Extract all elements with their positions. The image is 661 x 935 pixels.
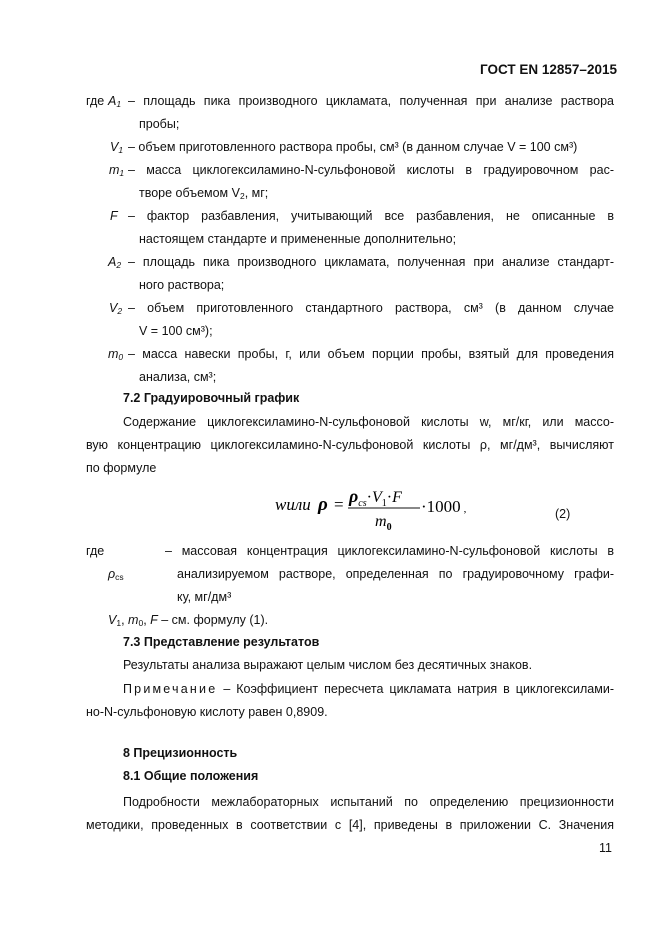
symbol-a2: $A_2$ <box>108 255 122 270</box>
definition-f-line1: – фактор разбавления, учитывающий все разбавления, не описанные в <box>128 209 614 223</box>
formula-lhs: wили <box>275 495 311 514</box>
where-label: где <box>86 94 105 108</box>
formula-rho: ρ <box>318 494 328 515</box>
formula-numerator: $\rho_{cs}\cdot V_1\cdot F$ <box>349 486 402 509</box>
section-8-1-para-line1: Подробности межлабораторных испытаний по определению прецизионности <box>123 795 614 809</box>
symbol-a1: $A_1$ <box>108 94 122 109</box>
section-7-2-para-line2: вую концентрацию циклогексиламино-N-сульфоновой кислоты ρ, мг/дм³, вычисляют <box>86 438 614 452</box>
symbol-m0: $m_0$ <box>108 347 124 362</box>
formula-denominator: $m_0$ <box>375 513 392 533</box>
section-7-2-para-line1: Содержание циклогексиламино-N-сульфоновой кислоты w, мг/кг, или массо- <box>123 415 614 429</box>
section-8-1-heading: 8.1 Общие положения <box>123 769 259 783</box>
page-number: 11 <box>599 841 612 855</box>
definition-v2-line2: V = 100 см³); <box>139 324 213 338</box>
section-8-heading: 8 Прецизионность <box>123 746 238 760</box>
definition-a2-line2: ного раствора; <box>139 278 225 292</box>
formula-2 <box>275 484 475 534</box>
symbol-v2: $V_2$ <box>109 301 123 316</box>
definition-a2-line1: – площадь пика производного цикламата, полученная при анализе стандарт- <box>128 255 614 269</box>
symbol-f: F <box>110 209 118 223</box>
symbol-rho-cs: $\rho_{cs}$ <box>108 567 124 582</box>
formula-number: (2) <box>555 507 571 521</box>
definition-m1-line2: творе объемом $V_2$, мг; <box>139 186 269 201</box>
where-label-2: где <box>86 544 105 558</box>
section-7-2-heading: 7.2 Градуировочный график <box>123 391 300 405</box>
definition-a1-line2: пробы; <box>139 117 180 131</box>
definition-f-line2: настоящем стандарте и примененные дополнительно; <box>139 232 457 246</box>
section-7-3-heading: 7.3 Представление результатов <box>123 635 320 649</box>
definition-m0-line1: – масса навески пробы, г, или объем порции пробы, взятый для проведения <box>128 347 614 361</box>
definition-m0-line2: анализа, см³; <box>139 370 217 384</box>
definition-v1: – объем приготовленного раствора пробы, см³ (в данном случае V = 100 см³) <box>128 140 578 154</box>
standard-designation: ГОСТ EN 12857–2015 <box>480 62 617 77</box>
definition-a1-line1: – площадь пика производного цикламата, полученная при анализе раствора <box>128 94 614 108</box>
formula-equals: = <box>334 495 344 514</box>
note-line1: Примечание – Коэффициент пересчета цикламата натрия в циклогексилами- <box>123 682 614 696</box>
section-8-1-para-line2: методики, проведенных в соответствии с [4], приведены в приложении С. Значения <box>86 818 614 832</box>
section-7-2-para-line3: по формуле <box>86 461 157 475</box>
formula-multiplier: ·1000 , <box>421 497 467 516</box>
symbol-v1: $V_1$ <box>110 140 124 155</box>
section-7-3-para: Результаты анализа выражают целым числом без десятичных знаков. <box>123 658 533 672</box>
definition-rho-cs-line3: ку, мг/дм³ <box>177 590 232 604</box>
symbol-m1: $m_1$ <box>109 163 125 178</box>
note-line2: но-N-сульфоновую кислоту равен 0,8909. <box>86 705 328 719</box>
definition-m1-line1: – масса циклогексиламино-N-сульфоновой кислоты в градуировочном рас- <box>128 163 614 177</box>
reference-formula-1: $V_1$, $m_0$, F – см. формулу (1). <box>108 613 269 628</box>
definition-v2-line1: – объем приготовленного стандартного раствора, см³ (в данном случае <box>128 301 614 315</box>
definition-rho-cs-line2: анализируемом растворе, определенная по градуировочному графи- <box>177 567 614 581</box>
definition-rho-cs-line1: – массовая концентрация циклогексиламино-N-сульфоновой кислоты в <box>165 544 614 558</box>
